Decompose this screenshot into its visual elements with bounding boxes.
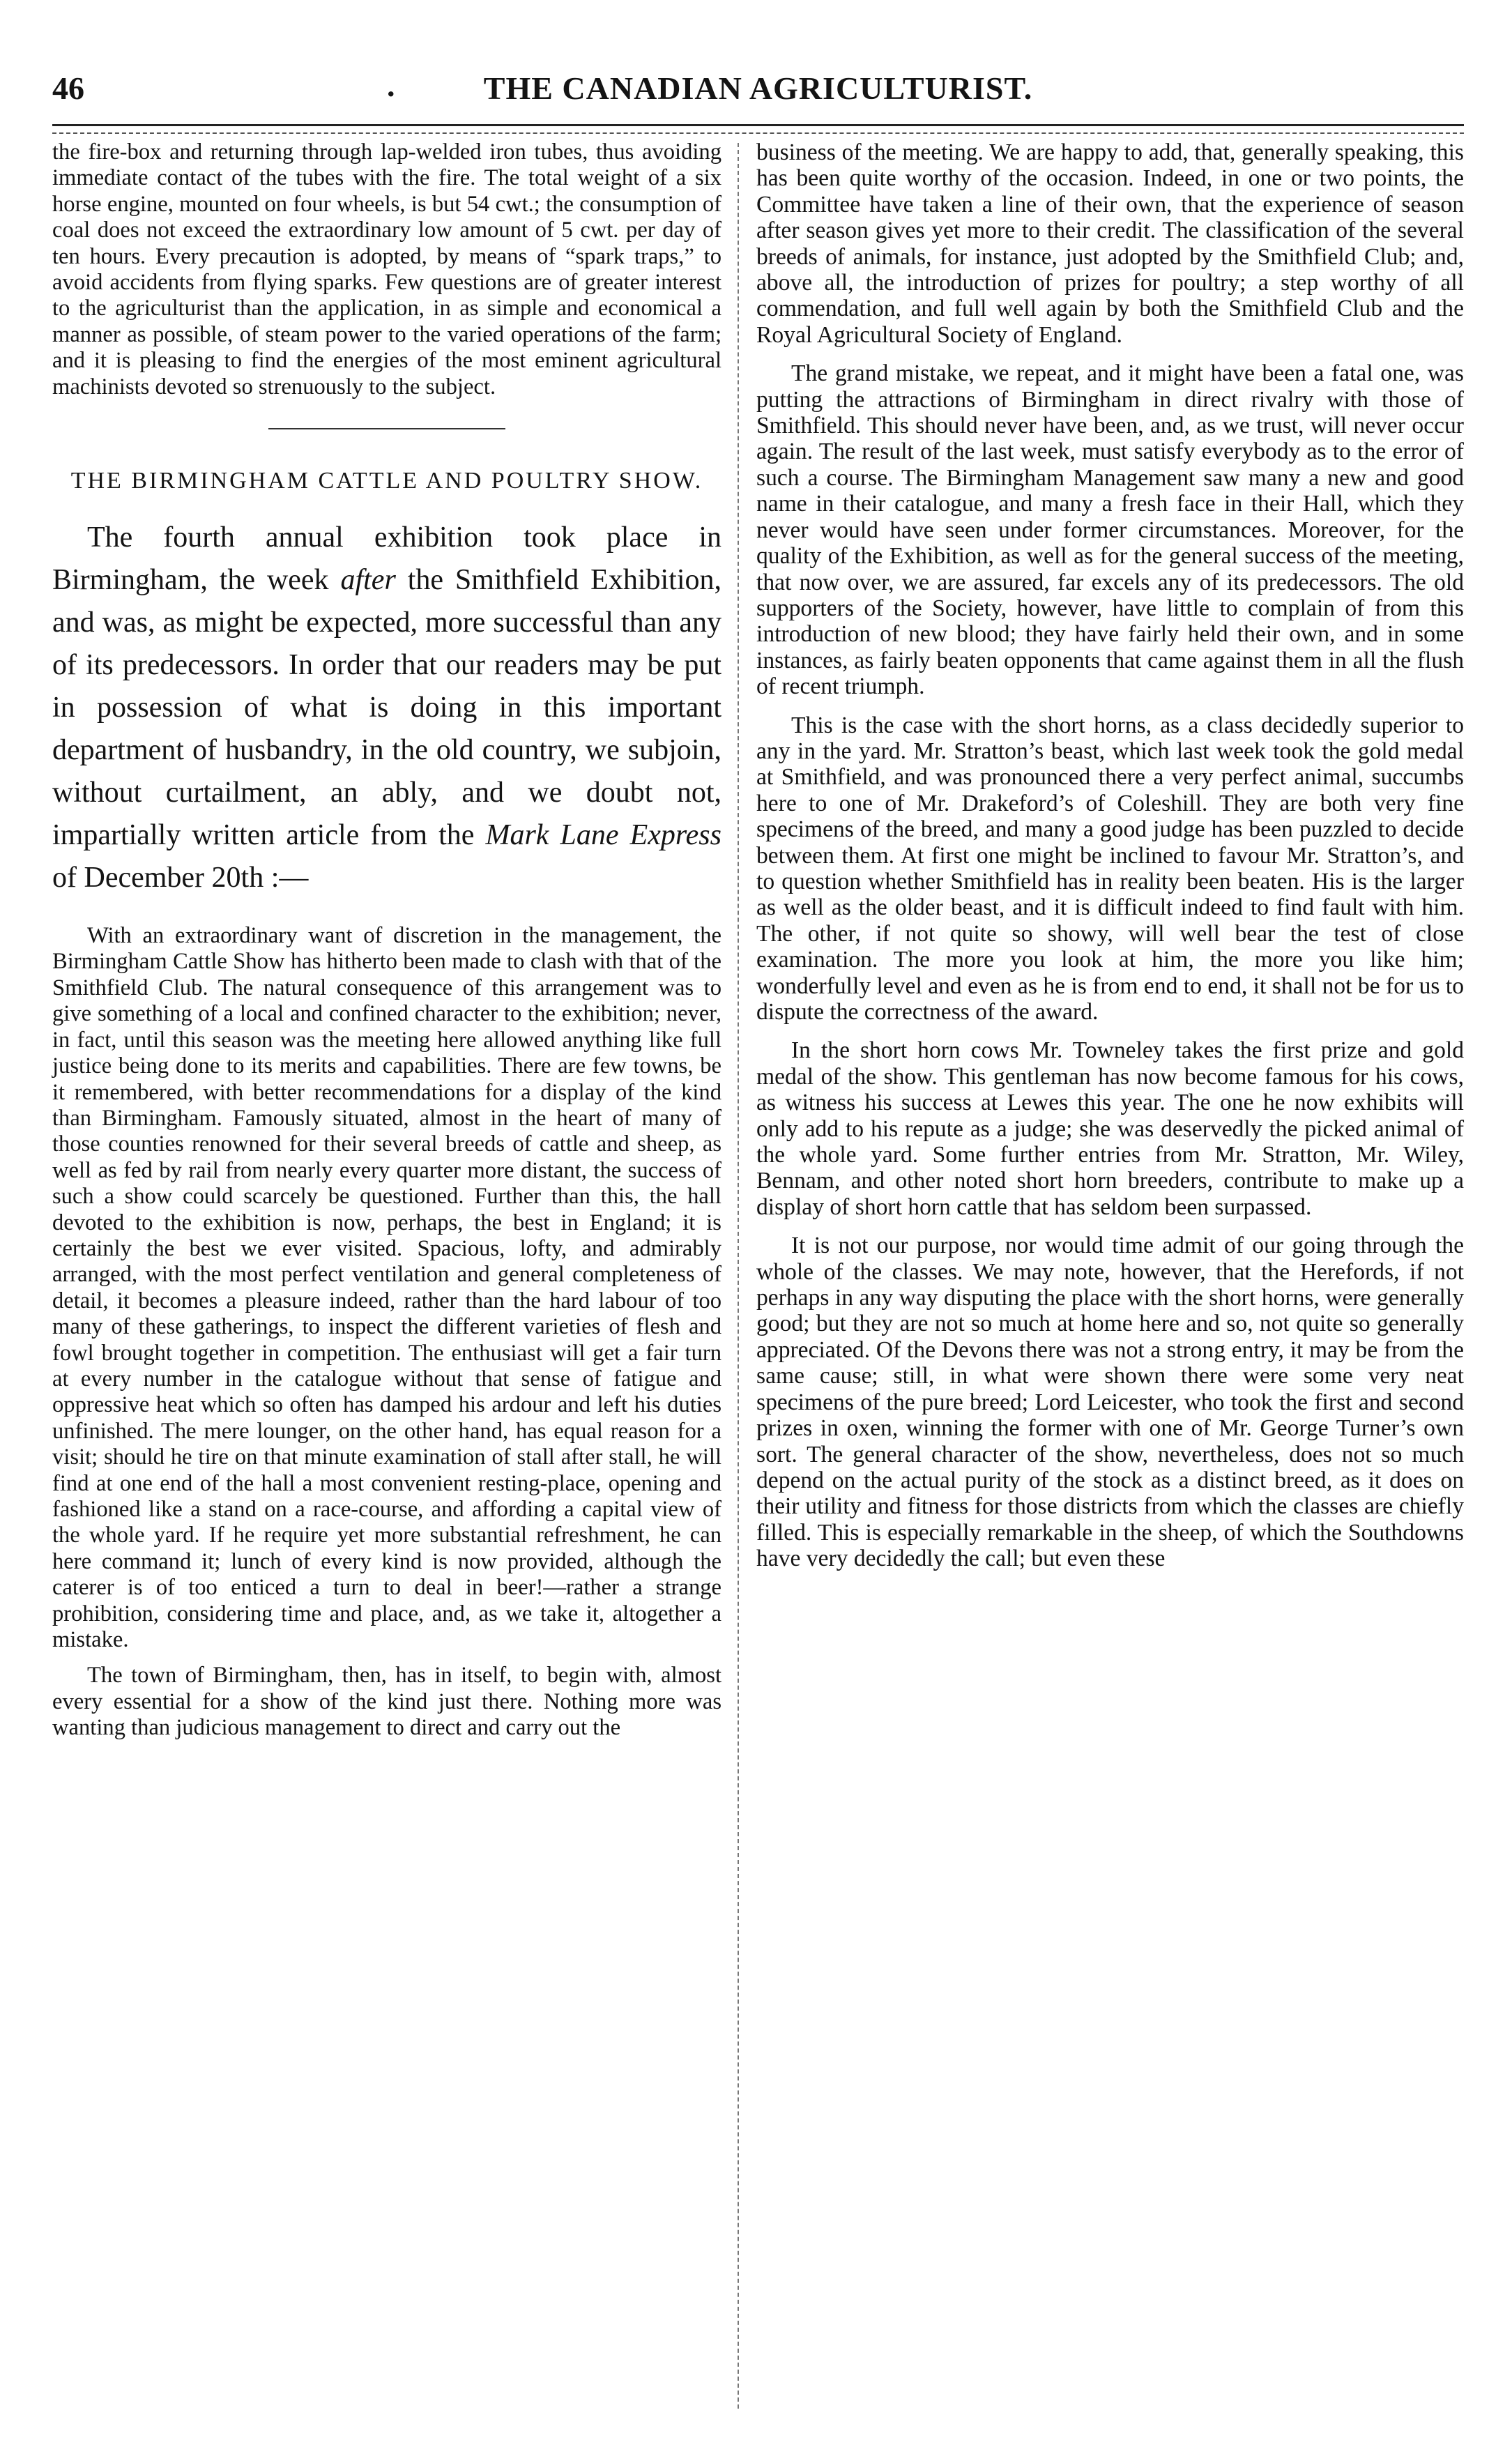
paragraph-steam-engine: the fire-box and returning through lap-welded iron tubes, thus avoiding immediate contact of the tubes with the fire. The total weight of a six horse engine, mounted on four wheels, is but 54 cwt.; the consumption of coal does not exceed the extraordinary low amount of 5 cwt. per day of ten hours. Every precaution is adopted, by means of “spark traps,” to avoid accidents from flying sparks. Few questions are of greater interest to the agriculturist than the application, in as simple and economical a manner as possible, of steam power to the varied operations of the farm; and it is pleasing to find the energies of the most eminent agricultural machinists devoted so strenuously to the subject. <box>52 139 721 399</box>
intro-text-3: of December 20th :— <box>52 862 309 894</box>
section-rule <box>268 428 505 429</box>
running-title: THE CANADIAN AGRICULTURIST. <box>483 70 1033 106</box>
paragraph-management: With an extraordinary want of discretion in the management, the Birmingham Cattle Show has hitherto been made to clash with that of the Smithfield Club. The natural consequence of this arrangement was to give something of a local and confined character to the exhibition; never, in fact, until this season was the meeting here allowed anything like full justice being done to its merits and capabilities. There are few towns, be it remembered, with better recommendations for a display of the kind than Birmingham. Famously situated, almost in the heart of many of those counties renowned for their several breeds of cattle and sheep, as well as fed by rail from nearly every quarter more distant, the success of such a show could scarcely be questioned. Further than this, the hall devoted to the exhibition is now, perhaps, the best in England; it is certainly the best we ever visited. Spacious, lofty, and admirably arranged, with the most perfect ventilation and general completeness of detail, it becomes a pleasure indeed, rather than the hard labour of too many of these gatherings, to inspect the different varieties of flesh and fowl brought together in competition. The enthusiast will get a fair turn at every number in the catalogue without that sense of fatigue and oppressive heat which so often has damped his ardour and left his duties unfinished. The mere lounger, on the other hand, has equal reason for a visit; should he tire on that minute examination of stall after stall, he will find at one end of the hall a most convenient resting-place, opening and fashioned like a stand on a race-course, and affording a capital view of the whole yard. If he require yet more substantial refreshment, he can here command it; lunch of every kind is now provided, although the caterer is of too enticed a turn to deal in beer!—rather a strange prohibition, considering time and place, and, as we take it, altogether a mistake. <box>52 923 721 1653</box>
intro-source: Mark Lane Express <box>485 819 721 852</box>
header-rule-dashed <box>52 132 1464 134</box>
left-column <box>52 139 721 1741</box>
header-dot: . <box>387 68 395 103</box>
paragraph-short-horns: This is the case with the short horns, as a class decidedly superior to any in the yard. Mr. Stratton’s beast, which last week took the gold medal at Smithfield, and was pronounced there a very perfect animal, succumbs here to one of Mr. Drakeford’s of Coleshill. They are both very fine specimens of the breed, and many a good judge has been puzzled to decide between them. At first one might be inclined to favour Mr. Stratton’s, and to question whether Smithfield has in reality been beaten. His is the larger as well as the older beast, and it is difficult indeed to find fault with him. The other, if not quite so showy, will well bear the test of close examination. The more you look at him, the more you like him; wonderfully level and even as he is from end to end, it shall not be for us to dispute the correctness of the award. <box>756 712 1464 1025</box>
column-divider <box>738 143 739 2409</box>
paragraph-short-horn-cows: In the short horn cows Mr. Towneley takes the first prize and gold medal of the show. This gentleman has now become famous for his cows, as witness his success at Lewes this year. The one he now exhibits will only add to his repute as a judge; she was deservedly the picked animal of the whole yard. Some further entries from Mr. Stratton, Mr. Wiley, Bennam, and other noted short horn breeders, contribute to make up a display of short horn cattle that has seldom been surpassed. <box>756 1037 1464 1220</box>
right-column <box>756 139 1464 1572</box>
header-rule <box>52 124 1464 126</box>
page-number: 46 <box>52 70 84 106</box>
paragraph-grand-mistake: The grand mistake, we repeat, and it might have been a fatal one, was putting the attractions of Birmingham in direct rivalry with those of Smithfield. This should never have been, and, as we trust, will never occur again. The result of the last week, must satisfy everybody as to the error of such a course. The Birmingham Management saw many a new and good name in their catalogue, and many a fresh face in their Hall, which they never would have seen under former circumstances. Moreover, for the quality of the Exhibition, as well as for the general success of the meeting, that now over, we are assured, far excels any of its predecessors. The old supporters of the Society, however, have little to complain of from this introduction of new blood; they have fairly held their own, and in some instances, as fairly beaten opponents that came against them in all the flush of recent triumph. <box>756 360 1464 700</box>
intro-text-1: The fourth annual exhibition took place in Birmingham, the week <box>52 521 721 597</box>
intro-text-2: the Smithfield Exhibition, and was, as might be expected, more successful than any of its predecessors. In order that our readers may be put in possession of what is doing in this important department of husbandry, in the old country, we subjoin, without curtailment, an ably, and we doubt not, impartially written article from the <box>52 564 721 852</box>
page-header <box>52 70 1464 119</box>
paragraph-classes: It is not our purpose, nor would time admit of our going through the whole of the classes. We may note, however, that the Herefords, if not perhaps in any way disputing the place with the short horns, were generally good; but they are not so much at home here and so, not quite so generally appreciated. Of the Devons there was not a strong entry, it may be from the same cause; still, in what were shown there were some very neat specimens of the pure breed; Lord Leicester, who took the first and second prizes in oxen, winning the former with one of Mr. George Turner’s own sort. The general character of the show, nevertheless, does not so much depend on the actual purity of the stock as a distinct breed, as it does on their utility and fitness for those districts from which the classes are chiefly filled. This is especially remarkable in the sheep, of which the Southdowns have very decidedly the call; but even these <box>756 1233 1464 1572</box>
paragraph-business: business of the meeting. We are happy to add, that, generally speaking, this has been quite worthy of the occasion. Indeed, in one or two points, the Committee have taken a line of their own, that the experience of season after season gives yet more to their credit. The classification of the several breeds of animals, for instance, just adopted by the Smithfield Club; and, above all, the introduction of prizes for poultry; a step worthy of all commendation, and full well again by both the Smithfield Club and the Royal Agricultural Society of England. <box>756 139 1464 348</box>
article-title: THE BIRMINGHAM CATTLE AND POULTRY SHOW. <box>70 468 703 494</box>
article-intro <box>52 517 721 899</box>
intro-after: after <box>340 564 396 597</box>
paragraph-town: The town of Birmingham, then, has in itself, to begin with, almost every essential for a show of the kind just there. Nothing more was wanting than judicious management to direct and carry out the <box>52 1663 721 1741</box>
